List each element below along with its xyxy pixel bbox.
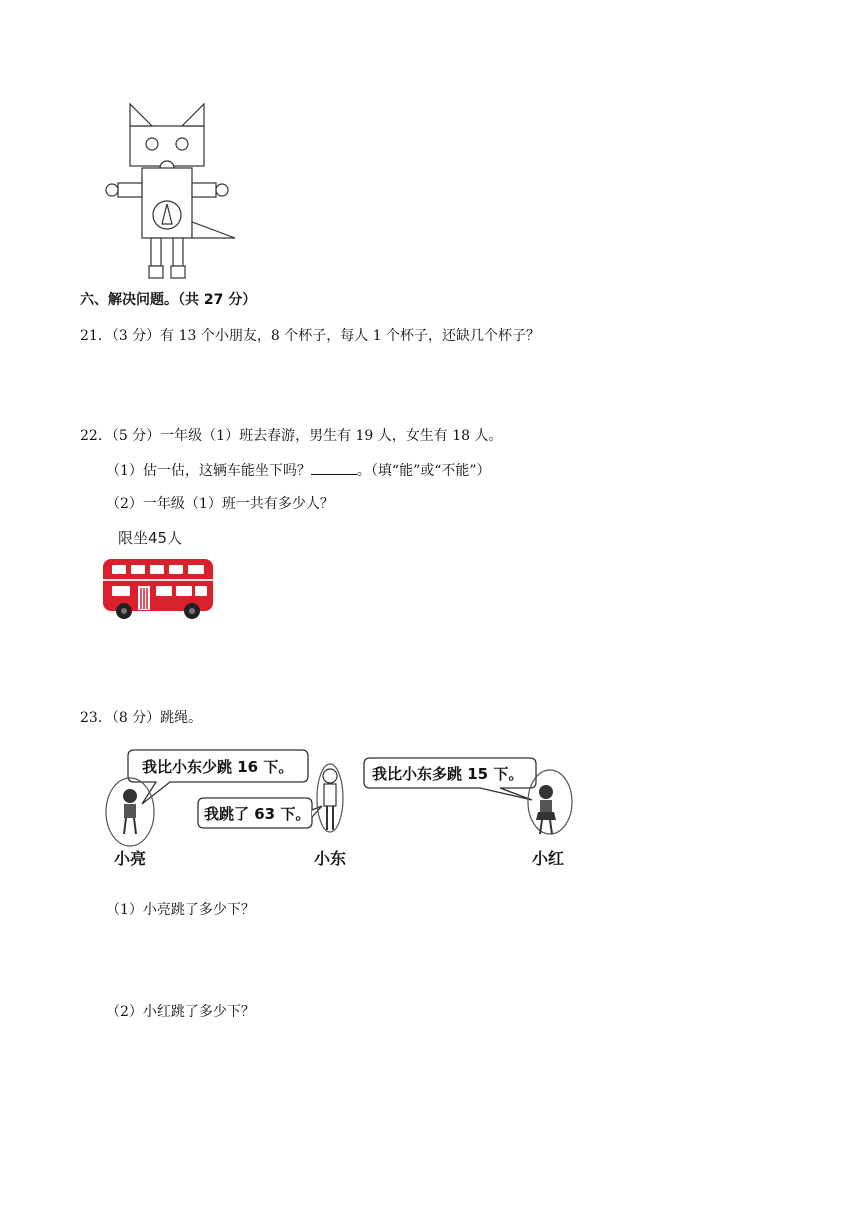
bubble-text-liang: 我比小东少跳 16 下。 — [142, 758, 294, 776]
question-22: 22．（5 分）一年级（1）班去春游，男生有 19 人，女生有 18 人。 — [80, 428, 503, 444]
question-22-part-2: （2）一年级（1）班一共有多少人？ — [106, 496, 334, 512]
bus-capacity-label: 限坐45人 — [118, 529, 183, 547]
child-figure-dong — [317, 764, 343, 832]
answer-blank[interactable] — [311, 461, 357, 475]
name-liang: 小亮 — [114, 849, 147, 868]
question-23: 23．（8 分）跳绳。 — [80, 710, 203, 726]
child-figure-liang — [106, 778, 154, 846]
question-23-part-2: （2）小红跳了多少下？ — [106, 1004, 255, 1020]
child-figure-hong — [528, 770, 572, 834]
section-heading: 六、解决问题。（共 27 分） — [80, 292, 257, 308]
name-hong: 小红 — [532, 849, 565, 868]
name-dong: 小东 — [314, 849, 347, 868]
question-22-part-1 — [106, 461, 491, 480]
question-23-part-1: （1）小亮跳了多少下？ — [106, 902, 255, 918]
bubble-text-hong: 我比小东多跳 15 下。 — [372, 765, 524, 783]
question-22-part-1-suffix: 。（填“能”或“不能”） — [356, 463, 491, 479]
bubble-text-dong: 我跳了 63 下。 — [204, 805, 311, 823]
robot-figure — [100, 100, 245, 285]
bus-illustration — [100, 526, 220, 626]
question-21: 21．（3 分）有 13 个小朋友，8 个杯子，每人 1 个杯子，还缺几个杯子？ — [80, 328, 541, 344]
question-22-part-1-prefix: （1）估一估，这辆车能坐下吗？ — [106, 463, 311, 479]
jump-rope-illustration — [100, 740, 585, 880]
